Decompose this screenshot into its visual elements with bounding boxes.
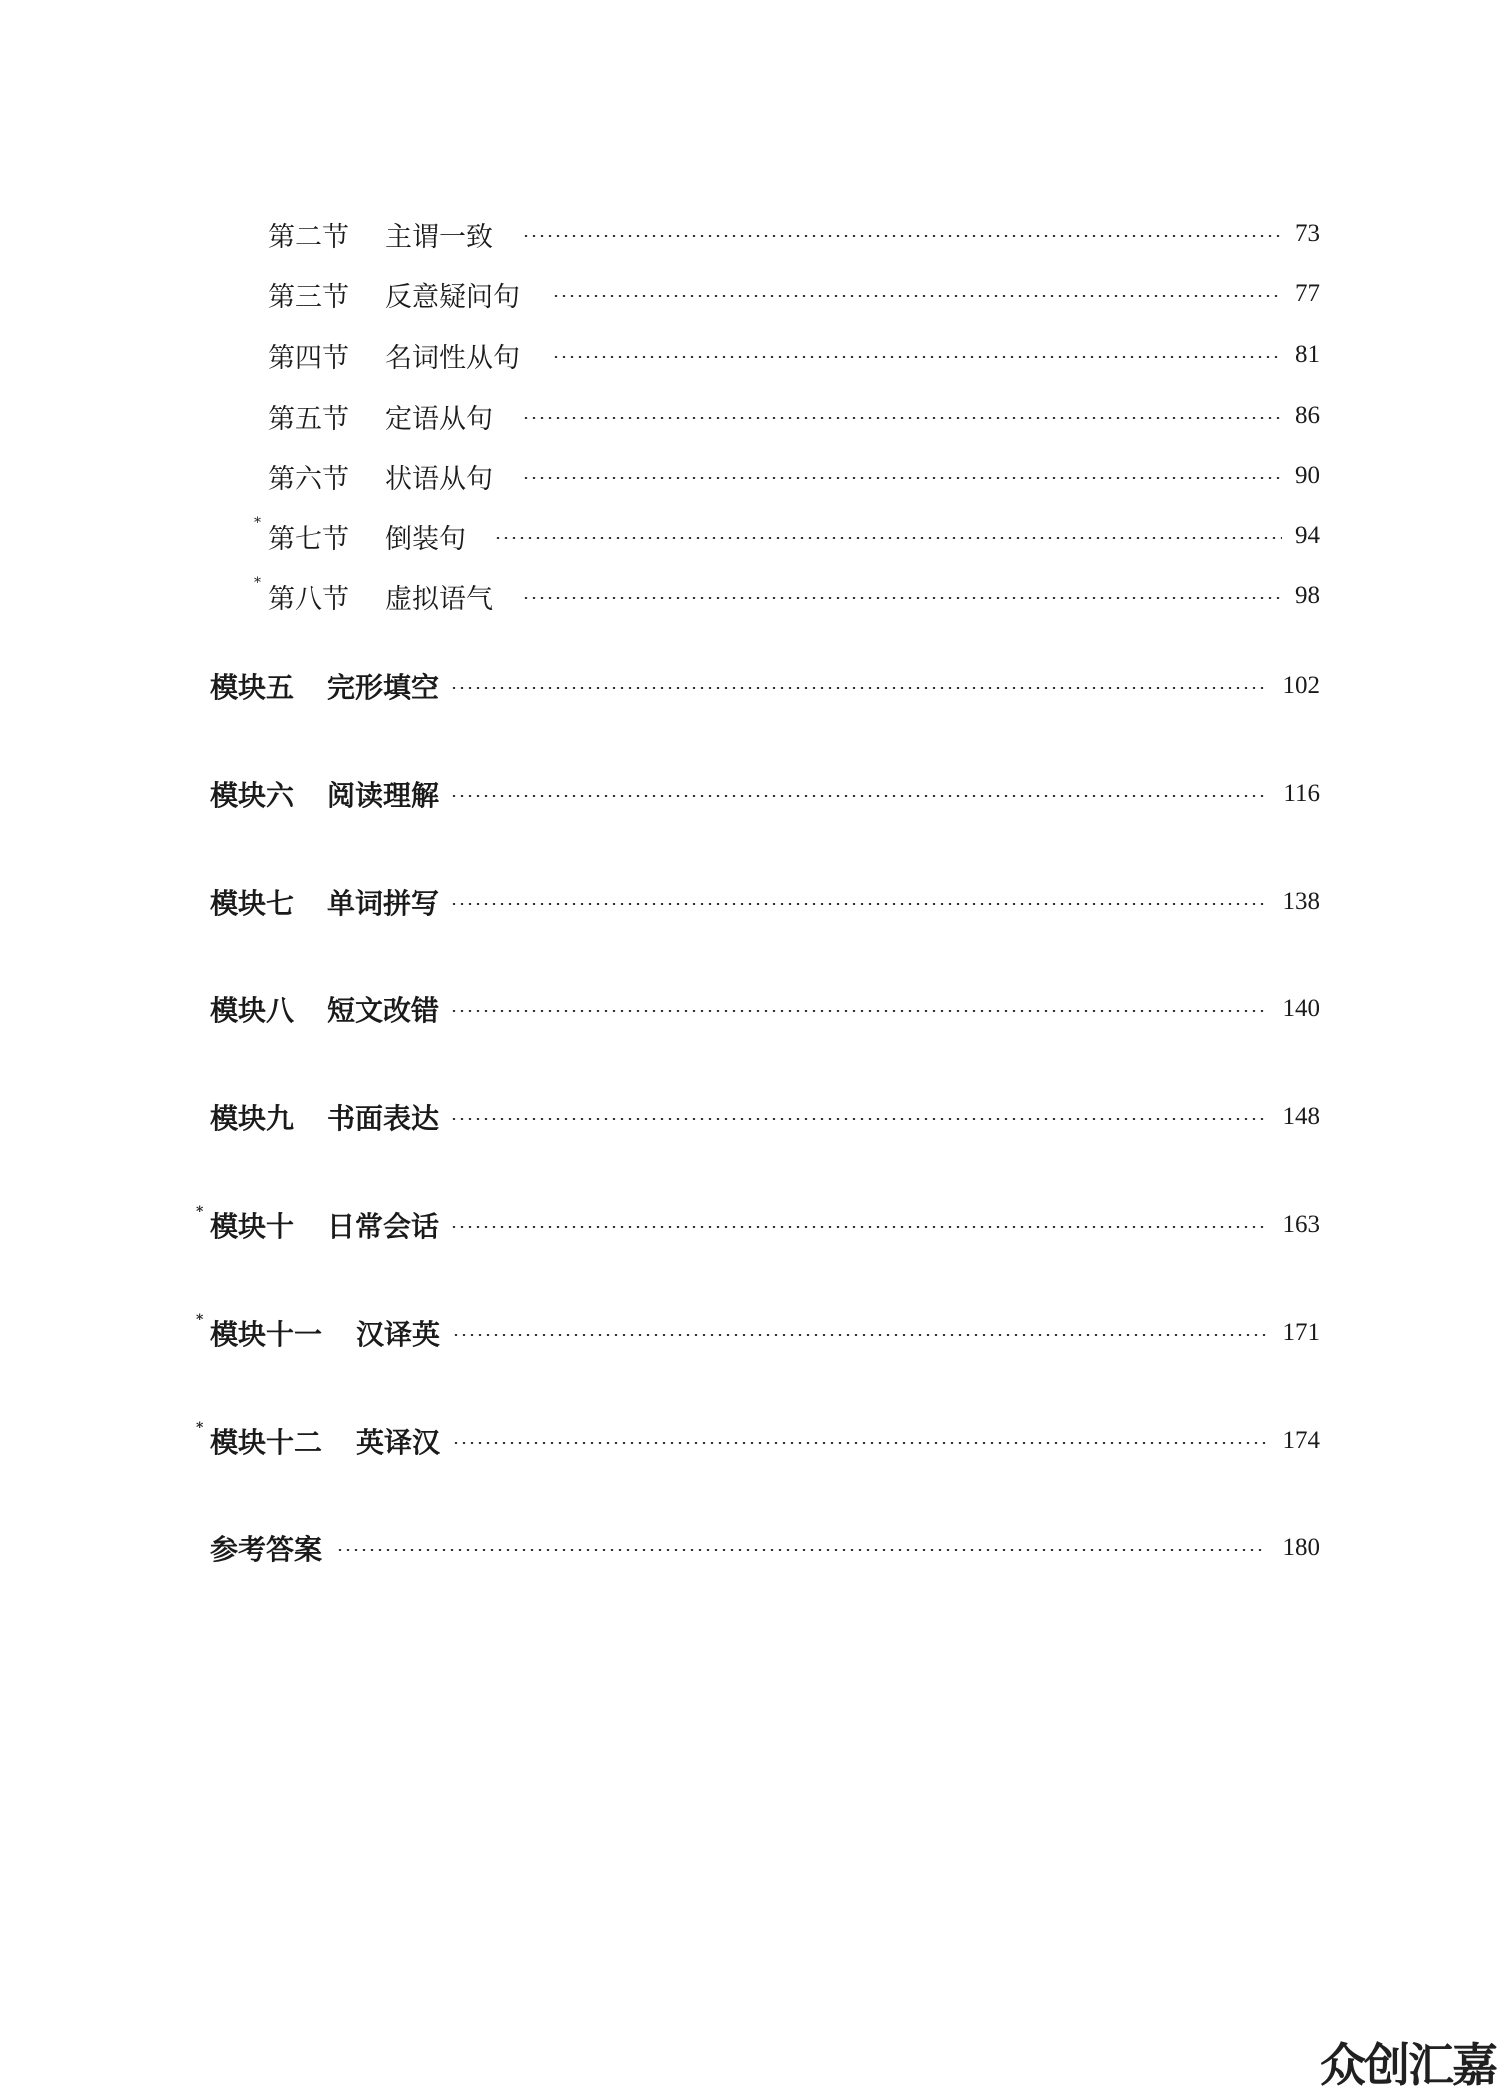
page-number: 148 xyxy=(1282,1103,1320,1130)
dot-leader xyxy=(450,903,1266,905)
page-number: 171 xyxy=(1282,1319,1320,1346)
dot-leader xyxy=(552,295,1282,297)
module-number: 模块七 xyxy=(210,887,295,920)
section-number: 第五节 xyxy=(268,403,349,435)
dot-leader xyxy=(450,1226,1266,1228)
dot-leader xyxy=(522,597,1282,599)
optional-star-marker: * xyxy=(254,575,261,591)
section-title: 主谓一致 xyxy=(385,221,493,253)
dot-leader xyxy=(522,417,1282,419)
dot-leader xyxy=(450,687,1266,689)
module-title: 单词拼写 xyxy=(327,887,440,920)
page-number: 174 xyxy=(1282,1427,1320,1454)
watermark-logo: 众创汇嘉 xyxy=(1320,2038,1496,2092)
page-number: 180 xyxy=(1282,1534,1320,1561)
section-number: 第三节 xyxy=(268,281,349,313)
dot-leader xyxy=(452,1334,1266,1336)
section-title: 状语从句 xyxy=(385,463,493,495)
page-number: 77 xyxy=(1295,280,1320,307)
toc-entry-section-4[interactable] xyxy=(0,333,1504,377)
toc-entry-module-7[interactable] xyxy=(0,880,1504,924)
dot-leader xyxy=(522,235,1282,237)
section-number: 第四节 xyxy=(268,342,349,374)
toc-entry-module-10[interactable] xyxy=(0,1203,1504,1247)
toc-entry-module-5[interactable] xyxy=(0,664,1504,708)
module-number: 模块八 xyxy=(210,994,295,1027)
toc-entry-module-11[interactable] xyxy=(0,1311,1504,1355)
module-title: 完形填空 xyxy=(327,671,440,704)
page-number: 138 xyxy=(1282,888,1320,915)
page-number: 116 xyxy=(1283,780,1320,807)
toc-entry-module-9[interactable] xyxy=(0,1095,1504,1139)
dot-leader xyxy=(522,477,1282,479)
module-number: 模块五 xyxy=(210,671,295,704)
module-number: 模块九 xyxy=(210,1102,295,1135)
section-title: 名词性从句 xyxy=(385,342,520,374)
page-number: 73 xyxy=(1295,220,1320,247)
section-title: 反意疑问句 xyxy=(385,281,520,313)
page-number: 86 xyxy=(1295,402,1320,429)
toc-entry-section-8[interactable] xyxy=(0,574,1504,618)
section-title: 虚拟语气 xyxy=(385,583,493,615)
section-number: 第六节 xyxy=(268,463,349,495)
module-title: 阅读理解 xyxy=(327,779,440,812)
optional-star-marker: * xyxy=(254,515,261,531)
optional-star-marker: * xyxy=(196,1312,204,1328)
toc-entry-section-5[interactable] xyxy=(0,394,1504,438)
optional-star-marker: * xyxy=(196,1204,204,1220)
page-number: 90 xyxy=(1295,462,1320,489)
page-number: 140 xyxy=(1282,995,1320,1022)
section-number: 第二节 xyxy=(268,221,349,253)
page-number: 94 xyxy=(1295,522,1320,549)
page-number: 102 xyxy=(1282,672,1320,699)
page-number: 81 xyxy=(1295,341,1320,368)
module-title: 日常会话 xyxy=(327,1210,440,1243)
page-number: 163 xyxy=(1282,1211,1320,1238)
section-number: 第八节 xyxy=(268,583,349,615)
dot-leader xyxy=(336,1549,1266,1551)
module-number: 模块六 xyxy=(210,779,295,812)
module-title: 英译汉 xyxy=(356,1426,441,1459)
dot-leader xyxy=(450,1118,1266,1120)
toc-entry-section-2[interactable] xyxy=(0,212,1504,256)
toc-entry-section-7[interactable] xyxy=(0,514,1504,558)
module-number: 模块十二 xyxy=(210,1426,323,1459)
module-title: 参考答案 xyxy=(210,1533,323,1566)
module-title: 短文改错 xyxy=(327,994,440,1027)
section-number: 第七节 xyxy=(268,523,349,555)
optional-star-marker: * xyxy=(196,1420,204,1436)
page-number: 98 xyxy=(1295,582,1320,609)
section-title: 倒装句 xyxy=(385,523,466,555)
toc-entry-module-8[interactable] xyxy=(0,987,1504,1031)
toc-entry-module-6[interactable] xyxy=(0,772,1504,816)
dot-leader xyxy=(450,1010,1266,1012)
toc-entry-section-6[interactable] xyxy=(0,454,1504,498)
module-number: 模块十一 xyxy=(210,1318,323,1351)
toc-entry-answers[interactable] xyxy=(0,1526,1504,1570)
module-number: 模块十 xyxy=(210,1210,295,1243)
section-title: 定语从句 xyxy=(385,403,493,435)
module-title: 汉译英 xyxy=(356,1318,441,1351)
dot-leader xyxy=(452,1442,1266,1444)
module-title: 书面表达 xyxy=(327,1102,440,1135)
dot-leader xyxy=(450,795,1266,797)
dot-leader xyxy=(494,537,1282,539)
dot-leader xyxy=(552,356,1282,358)
toc-entry-section-3[interactable] xyxy=(0,272,1504,316)
toc-entry-module-12[interactable] xyxy=(0,1419,1504,1463)
